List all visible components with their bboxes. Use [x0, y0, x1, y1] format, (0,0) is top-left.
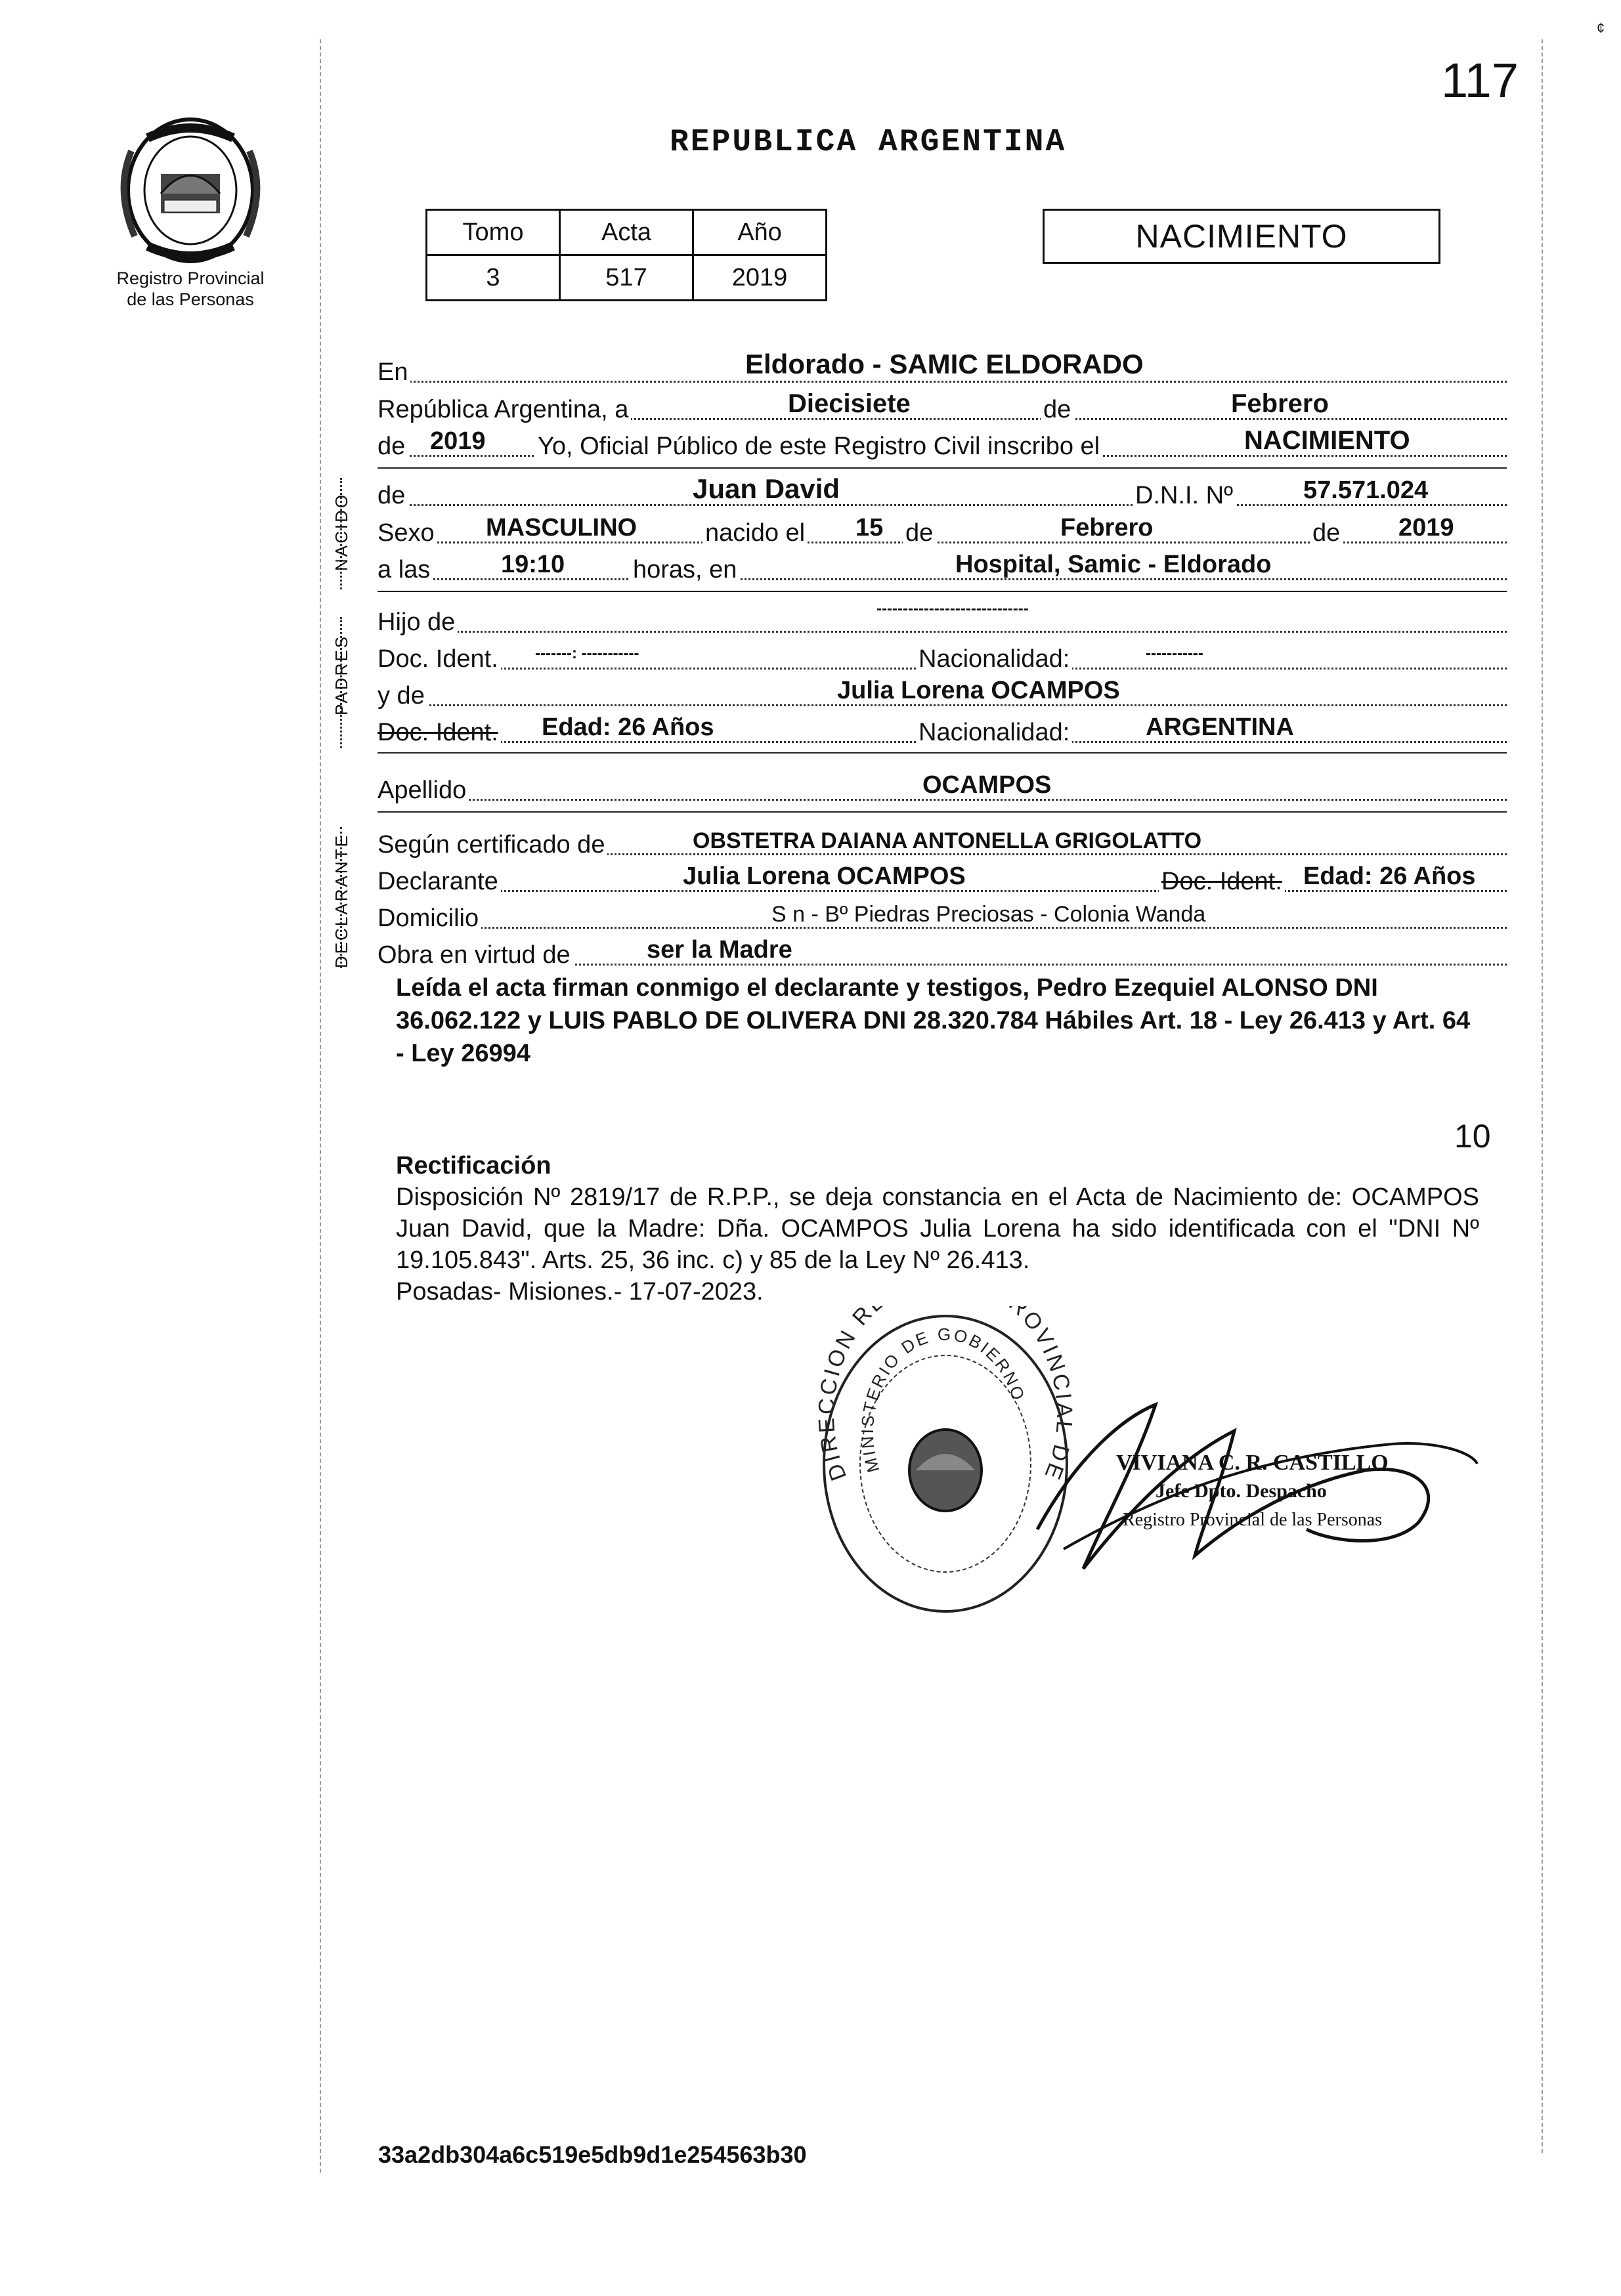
divider — [378, 752, 1507, 754]
field-hijo-de: Hijo de ----------------------------- — [378, 601, 1507, 638]
page-number: 117 — [1441, 53, 1519, 108]
signatory-org: Registro Provincial de las Personas — [1123, 1510, 1383, 1530]
field-en: En Eldorado - SAMIC ELDORADO — [378, 351, 1507, 388]
section-label-padres: PADRES — [332, 635, 351, 715]
field-declarante: Declarante Julia Lorena OCAMPOS Doc. Ident. Edad: 26 Años — [378, 861, 1507, 897]
signatory-role: Jefe Dpto. Despacho — [1156, 1480, 1327, 1502]
corner-mark: ¢ — [1597, 20, 1605, 36]
value-tomo: 3 — [427, 255, 560, 301]
rectification-number: 10 — [1454, 1118, 1491, 1155]
field-apellido: Apellido OCAMPOS — [378, 769, 1507, 806]
record-type-box: NACIMIENTO — [1043, 209, 1440, 264]
registry-label: Registro Provincial de las Personas — [116, 268, 265, 309]
value-acta: 517 — [560, 255, 693, 301]
divider — [378, 811, 1507, 813]
rectification-title: Rectificación — [396, 1152, 551, 1180]
field-y-de: y de Julia Lorena OCAMPOS — [378, 675, 1507, 712]
field-segun-certificado: Según certificado de OBSTETRA DAIANA ANTONELLA GRIGOLATTO — [378, 824, 1507, 861]
header-anio: Año — [693, 210, 827, 255]
header-acta: Acta — [560, 210, 693, 255]
value-anio: 2019 — [693, 255, 827, 301]
divider — [378, 591, 1507, 592]
margin-line-left — [320, 39, 321, 2173]
field-republica: República Argentina, a Diecisiete de Febrero — [378, 389, 1507, 425]
field-doc-ident-2: Doc. Ident. Edad: 26 Años Nacionalidad: ARGENTINA — [378, 712, 1507, 748]
section-label-declarante: DECLARANTE — [332, 834, 351, 968]
margin-line-right — [1542, 39, 1543, 2153]
field-anio: de 2019 Yo, Oficial Público de este Registro Civil inscribo el NACIMIENTO — [378, 425, 1507, 462]
document-title: REPUBLICA ARGENTINA — [670, 125, 1067, 160]
signature-statement: Leída el acta firman conmigo el declarante y testigos, Pedro Ezequiel ALONSO DNI 36.062.122 y LUIS PABLO DE OLIVERA DNI 28.320.784 Hábiles Art. 18 - Ley 26.413 y Art. 64 - Ley 26994 — [396, 974, 1471, 1067]
field-doc-ident-1: Doc. Ident. -------: ----------- Nacionalidad: ----------- — [378, 638, 1507, 675]
header-tomo: Tomo — [427, 210, 560, 255]
field-domicilio: Domicilio S n - Bº Piedras Preciosas - Colonia Wanda — [378, 897, 1507, 934]
field-sexo: Sexo MASCULINO nacido el 15 de Febrero de 2019 — [378, 512, 1507, 549]
field-hora: a las 19:10 horas, en Hospital, Samic - Eldorado — [378, 549, 1507, 585]
rectification-body: Disposición Nº 2819/17 de R.P.P., se deja constancia en el Acta de Nacimiento de: OCAMPOS Juan David, que la Madre: Dña. OCAMPOS Julia Lorena ha sido identificada con el "DNI Nº 19.105.843". Arts. 25, 36 inc. c) y 85 de la Ley Nº 26.413. Posadas- Misiones.- 17-07-2023. — [396, 1183, 1479, 1306]
section-label-nacido: NACIDO — [332, 492, 351, 571]
province-seal-logo — [108, 112, 272, 282]
field-nombre: de Juan David D.N.I. Nº 57.571.024 — [378, 475, 1507, 511]
svg-text:MINISTERIO DE GOBIERNO: MINISTERIO DE GOBIERNO — [857, 1324, 1029, 1475]
document-hash: 33a2db304a6c519e5db9d1e254563b30 — [378, 2141, 807, 2168]
record-table — [425, 209, 827, 301]
field-obra: Obra en virtud de ser la Madre — [378, 934, 1507, 971]
signatory-name: VIVIANA C. R. CASTILLO — [1116, 1451, 1389, 1475]
divider — [378, 467, 1507, 469]
svg-text:DIRECCION REGISTRO PROVINCIAL: DIRECCION R ROVINCIAL DE — [813, 1306, 1077, 1485]
